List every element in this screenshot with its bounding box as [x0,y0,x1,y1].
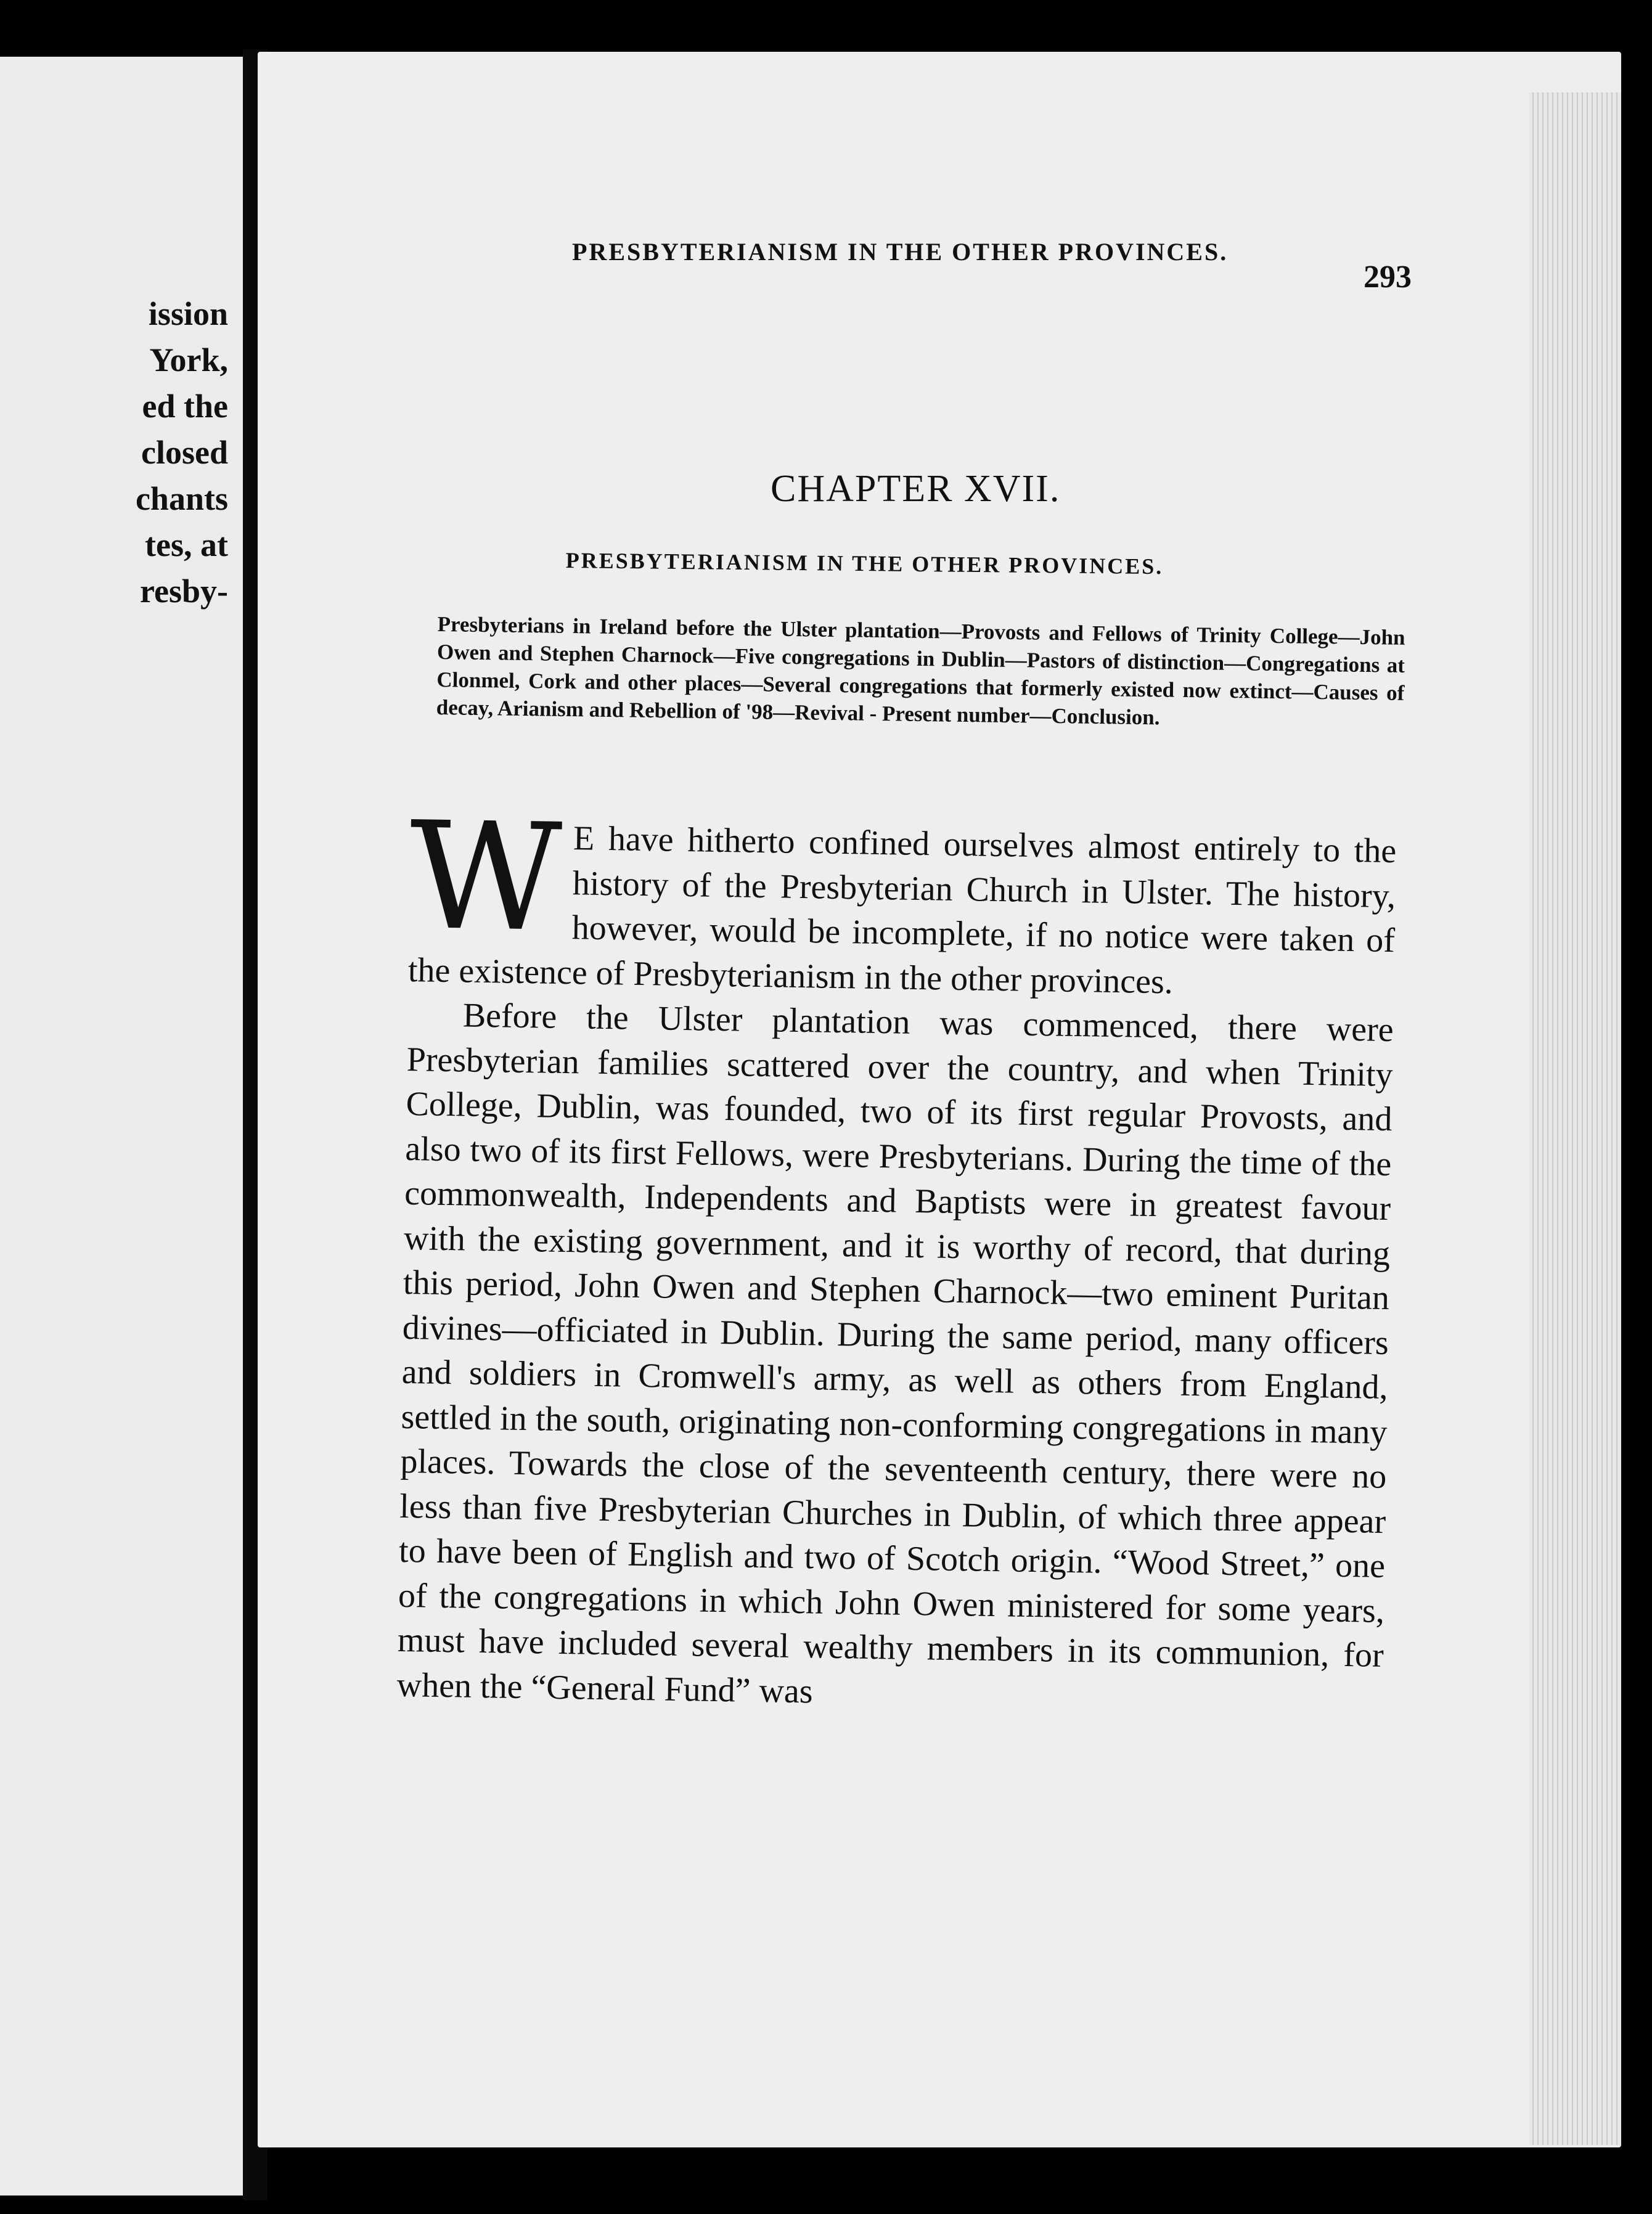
facing-page [0,57,243,2196]
facing-line: resby- [140,573,228,610]
facing-line: York, [149,341,228,378]
chapter-synopsis: Presbyterians in Ireland before the Ulster plantation—Provosts and Fellows of Trinity College—John Owen and Stephen Charnock—Five congregations in Dublin—Pastors of distinction—Congregations at Clonmel, Cork and other places—Several congregations that formerly existed now extinct—Causes of decay, Arianism and Rebellion of '98—Revival - Present number—Conclusion. [436,611,1405,730]
facing-line: chants [135,480,228,517]
drop-cap: W [408,790,563,965]
body-text [396,790,1397,1723]
page-number: 293 [1364,259,1412,295]
facing-line: ission [148,295,228,332]
facing-line: ed the [142,388,228,425]
paragraph [407,790,1397,1008]
chapter-number: CHAPTER XVII. [771,468,1061,510]
facing-line: closed [141,434,228,471]
chapter-title: PRESBYTERIANISM IN THE OTHER PROVINCES. [565,547,1164,579]
running-head: PRESBYTERIANISM IN THE OTHER PROVINCES. [572,238,1229,266]
paragraph: Before the Ulster plantation was commenced, there were Presbyterian families scattered over the country, and when Trinity College, Dublin, was founded, two of its first regular Provosts, and also two of its first Fellows, were Presbyterians. During the time of the commonwealth, Independents and Baptists were in greatest favour with the existing government, and it is worthy of record, that during this period, John Owen and Stephen Charnock—two eminent Puritan divines—officiated in Dublin. During the same period, many officers and soldiers in Cromwell's army, as well as others from England, settled in the south, originating non-conforming congregations in many places. Towards the close of the seventeenth century, there were no less than five Presbyterian Churches in Dublin, of which three appear to have been of English and two of Scotch origin. “Wood Street,” one of the congregations in which John Owen ministered for some years, must have included several wealthy members in its communion, for when the “General Fund” was [396,996,1394,1710]
paragraph-text: E have hitherto confined ourselves almost entirely to the history of the Presbyterian Church in Ulster. The history, however, would be incomplete, if no notice were taken of the existence of Presbyterianism in the other provinces. [407,819,1397,1001]
page-edges [1529,92,1621,2145]
facing-page-text [136,291,228,615]
facing-line: tes, at [145,526,228,563]
